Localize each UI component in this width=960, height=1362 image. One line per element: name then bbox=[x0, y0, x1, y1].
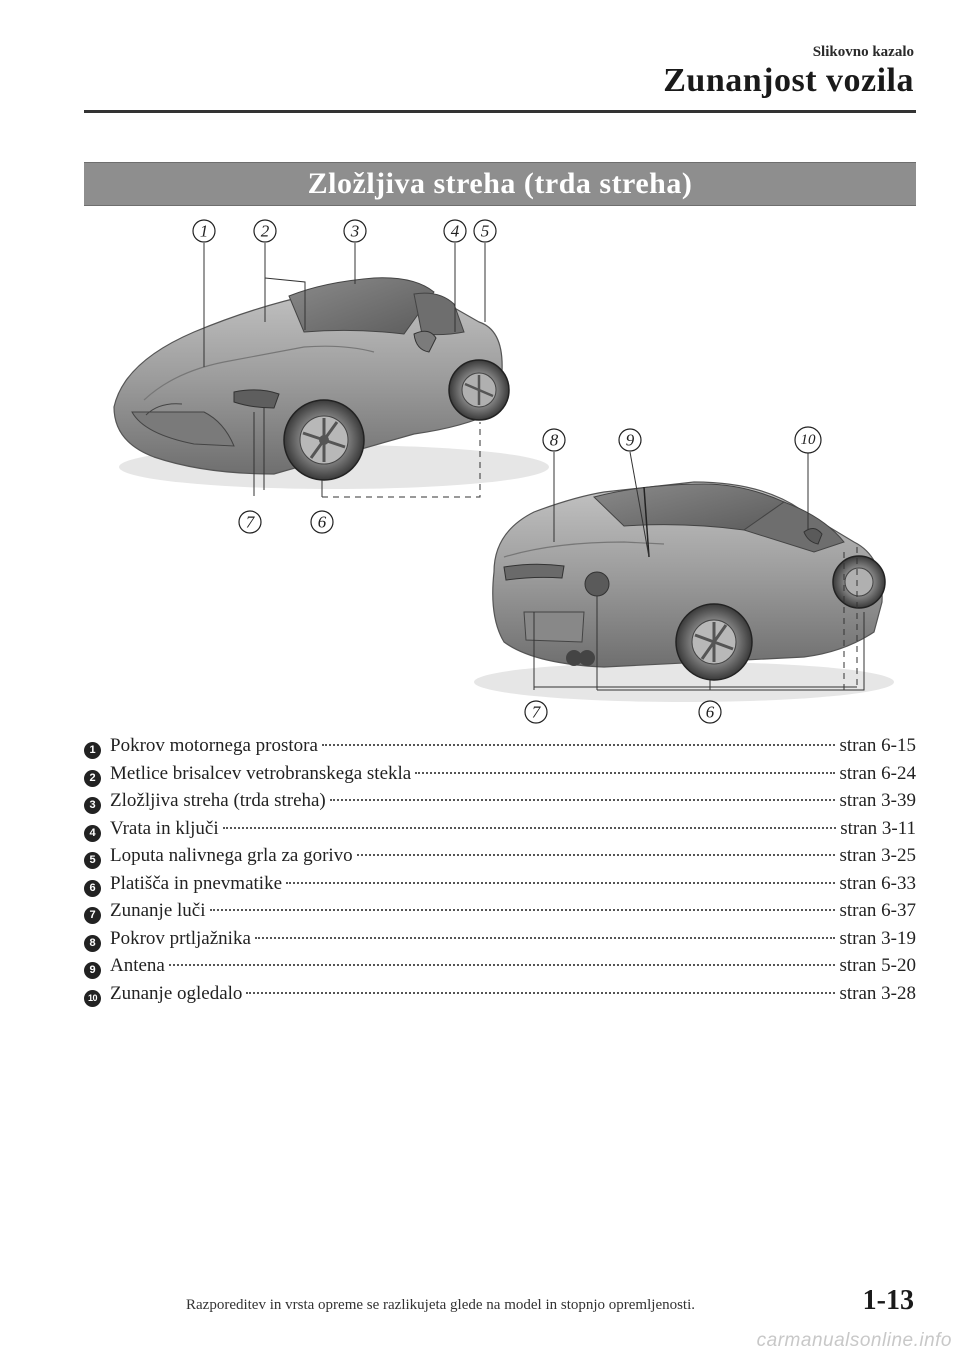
item-number-badge: 5 bbox=[84, 852, 101, 869]
car-illustration-svg bbox=[84, 212, 916, 732]
callout-rear-9-text: 9 bbox=[625, 430, 635, 450]
dot-leader bbox=[415, 772, 835, 774]
item-number-badge: 4 bbox=[84, 825, 101, 842]
page-reference: stran 6-24 bbox=[839, 762, 916, 784]
watermark-text: carmanualsonline.info bbox=[756, 1330, 952, 1351]
part-label: Pokrov prtljažnika bbox=[110, 927, 251, 949]
callout-front-7-text: 7 bbox=[245, 512, 255, 532]
dot-leader bbox=[330, 799, 836, 801]
list-item bbox=[84, 952, 916, 980]
section-kicker: Slikovno kazalo bbox=[812, 44, 914, 60]
list-item bbox=[84, 760, 916, 788]
part-label: Vrata in ključi bbox=[110, 817, 219, 839]
callout-rear-9 bbox=[619, 429, 641, 451]
list-item bbox=[84, 897, 916, 925]
dot-leader bbox=[246, 992, 835, 994]
callout-front-7 bbox=[239, 511, 261, 533]
part-label: Zunanje ogledalo bbox=[110, 982, 243, 1004]
page-reference: stran 6-33 bbox=[839, 872, 916, 894]
part-label: Zunanje luči bbox=[110, 900, 206, 921]
callout-rear-7-text: 7 bbox=[531, 702, 541, 722]
part-label: Pokrov motornega prostora bbox=[110, 735, 318, 756]
callout-front-3 bbox=[344, 220, 366, 242]
callout-rear-8-text: 8 bbox=[549, 430, 559, 450]
title-rule bbox=[84, 110, 916, 113]
callout-rear-6 bbox=[699, 701, 721, 723]
callout-front-5 bbox=[474, 220, 496, 242]
item-number-badge: 10 bbox=[84, 990, 101, 1007]
dot-leader bbox=[357, 854, 836, 856]
dot-leader bbox=[223, 827, 837, 829]
dot-leader bbox=[210, 909, 836, 911]
page-reference: stran 3-11 bbox=[840, 817, 916, 839]
page-reference: stran 3-19 bbox=[839, 927, 916, 949]
callout-front-6-text: 6 bbox=[317, 512, 327, 532]
callout-rear-8 bbox=[543, 429, 565, 451]
page-number: 1-13 bbox=[862, 1285, 914, 1316]
list-item bbox=[84, 787, 916, 815]
part-label: Zložljiva streha (trda streha) bbox=[110, 790, 326, 811]
page-reference: stran 3-25 bbox=[839, 845, 916, 866]
callout-rear-7 bbox=[525, 701, 547, 723]
callout-rear-10-text: 10 bbox=[800, 432, 816, 448]
banner-title: Zložljiva streha (trda streha) bbox=[307, 167, 693, 200]
footer-note: Razporeditev in vrsta opreme se razlikujeta glede na model in stopnjo opremljenosti. bbox=[186, 1297, 696, 1313]
item-number-badge: 1 bbox=[84, 742, 101, 759]
callout-front-2-text: 2 bbox=[260, 221, 270, 241]
callout-front-1 bbox=[193, 220, 215, 242]
rear-car-drawing bbox=[474, 482, 894, 702]
page-reference: stran 6-37 bbox=[839, 900, 916, 921]
callout-front-2 bbox=[254, 220, 276, 242]
item-number-badge: 8 bbox=[84, 935, 101, 952]
page-reference: stran 3-28 bbox=[839, 982, 916, 1004]
item-number-badge: 9 bbox=[84, 962, 101, 979]
part-label: Loputa nalivnega grla za gorivo bbox=[110, 845, 353, 866]
list-item bbox=[84, 870, 916, 898]
callout-front-4 bbox=[444, 220, 466, 242]
list-item bbox=[84, 980, 916, 1008]
callout-rear-6-text: 6 bbox=[705, 702, 715, 722]
front-car-drawing bbox=[114, 278, 549, 489]
item-number-badge: 6 bbox=[84, 880, 101, 897]
page-reference: stran 3-39 bbox=[839, 790, 916, 811]
dot-leader bbox=[322, 744, 836, 746]
parts-list bbox=[84, 732, 916, 1007]
page-title: Zunanjost vozila bbox=[663, 62, 914, 99]
page-reference: stran 6-15 bbox=[839, 735, 916, 756]
item-number-badge: 7 bbox=[84, 907, 101, 924]
dot-leader bbox=[255, 937, 836, 939]
callout-front-6 bbox=[311, 511, 333, 533]
callout-front-3-text: 3 bbox=[350, 221, 360, 241]
item-number-badge: 3 bbox=[84, 797, 101, 814]
list-item bbox=[84, 732, 916, 760]
callout-front-4-text: 4 bbox=[450, 221, 460, 241]
callout-front-1-text: 1 bbox=[199, 221, 209, 241]
list-item bbox=[84, 925, 916, 953]
dot-leader bbox=[286, 882, 835, 884]
item-number-badge: 2 bbox=[84, 770, 101, 787]
callout-front-5-text: 5 bbox=[480, 221, 490, 241]
list-item bbox=[84, 815, 916, 843]
part-label: Antena bbox=[110, 955, 165, 976]
list-item bbox=[84, 842, 916, 870]
section-banner bbox=[84, 162, 916, 206]
callout-rear-10 bbox=[795, 427, 821, 453]
dot-leader bbox=[169, 964, 836, 966]
part-label: Metlice brisalcev vetrobranskega stekla bbox=[110, 762, 412, 784]
car-illustration bbox=[84, 212, 916, 732]
part-label: Platišča in pnevmatike bbox=[110, 872, 283, 894]
page-reference: stran 5-20 bbox=[839, 955, 916, 976]
